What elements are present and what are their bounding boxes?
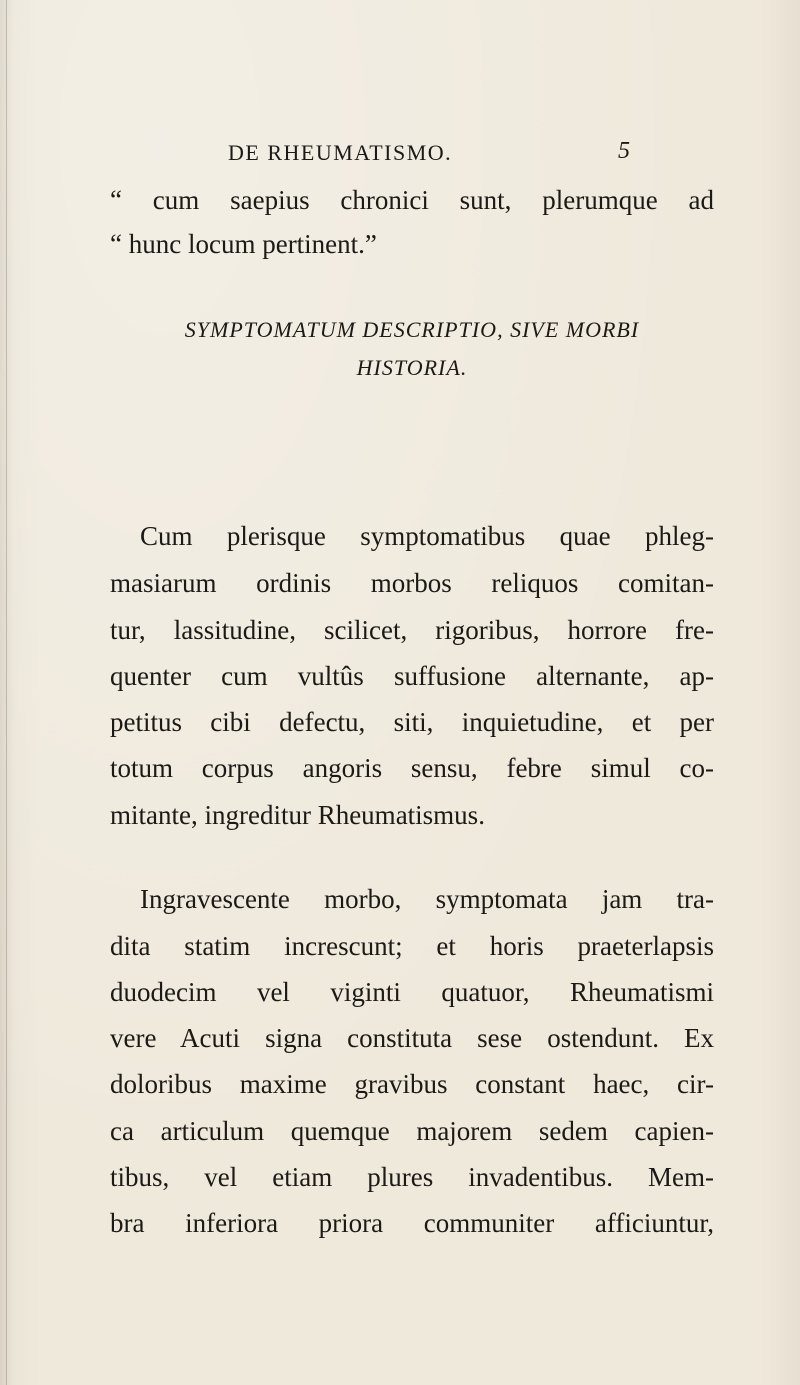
- section-heading-line: HISTORIA.: [356, 355, 468, 380]
- paragraph-line: totum corpus angoris sensu, febre simul co-: [110, 753, 714, 783]
- paragraph-line: tibus, vel etiam plures invadentibus. Mem-: [110, 1162, 714, 1192]
- paragraph-line: Cum plerisque symptomatibus quae phleg-: [140, 521, 714, 551]
- quote-line: “ cum saepius chronici sunt, plerumque ad: [110, 185, 714, 215]
- paragraph-line: dita statim increscunt; et horis praeterlapsis: [110, 931, 714, 961]
- paragraph-line: quenter cum vultûs suffusione alternante, ap-: [110, 661, 714, 691]
- section-heading-line: SYMPTOMATUM DESCRIPTIO, SIVE MORBI: [184, 317, 640, 342]
- paragraph-line: ca articulum quemque majorem sedem capien-: [110, 1116, 714, 1146]
- paragraph-line: duodecim vel viginti quatuor, Rheumatismi: [110, 977, 714, 1007]
- paragraph-line: vere Acuti signa constituta sese ostendunt. Ex: [110, 1023, 714, 1053]
- quote-line: “ hunc locum pertinent.”: [110, 229, 377, 259]
- page-gutter: [6, 0, 7, 1385]
- paragraph-line: tur, lassitudine, scilicet, rigoribus, horrore fre-: [110, 615, 714, 645]
- paragraph-line: bra inferiora priora communiter afficiuntur,: [110, 1208, 714, 1238]
- paragraph-line: mitante, ingreditur Rheumatismus.: [110, 800, 485, 830]
- running-head: DE RHEUMATISMO.: [228, 140, 453, 165]
- page-number: 5: [618, 138, 630, 164]
- paragraph-line: masiarum ordinis morbos reliquos comitan-: [110, 568, 714, 598]
- paragraph-line: petitus cibi defectu, siti, inquietudine, et per: [110, 707, 714, 737]
- paragraph-line: Ingravescente morbo, symptomata jam tra-: [140, 884, 714, 914]
- paragraph-line: doloribus maxime gravibus constant haec, cir-: [110, 1069, 714, 1099]
